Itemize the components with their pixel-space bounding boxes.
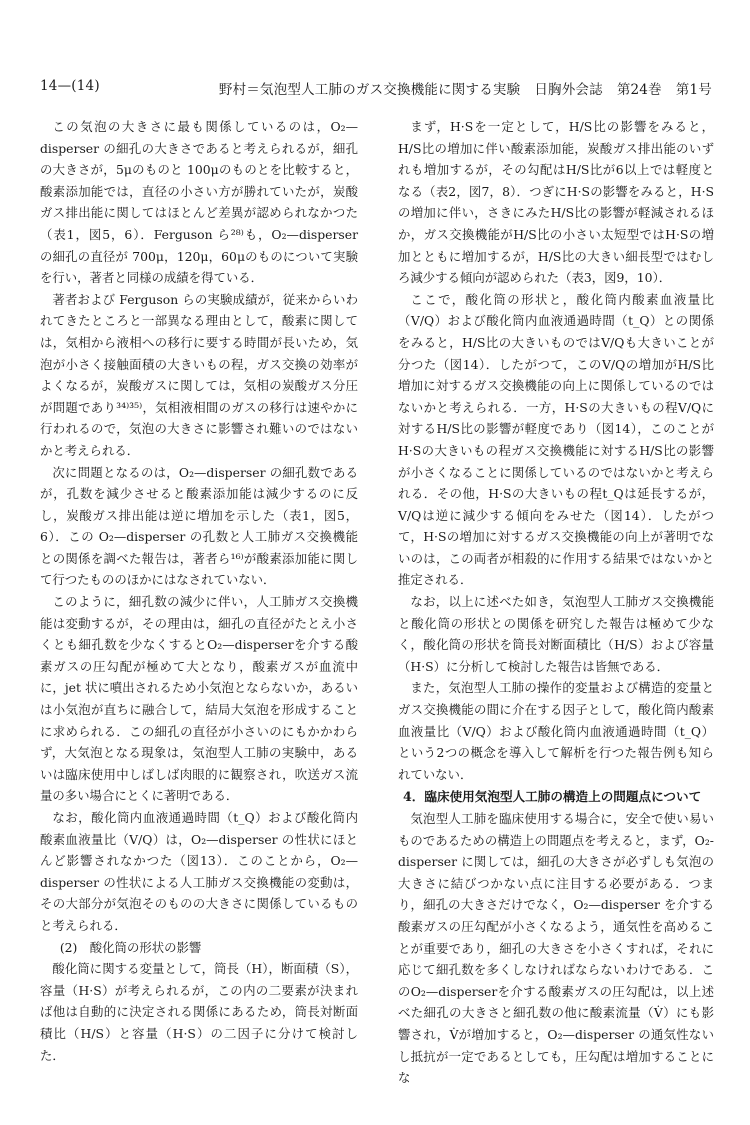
paragraph: このように，細孔数の減少に伴い，人工肺ガス交換機能は変動するが，その理由は，細孔の直径がたとえ小さくとも細孔数を少なくするとO₂—disperserを介する酸素ガスの圧勾配が極めて大となり，酸素ガスが血流中に，jet 状に噴出されるため小気泡とならないか，あるいは小気泡が直ちに融合して，結局大気泡を形成することに求められる．この細孔の直径が小さいのにもかかわらず，大気泡となる現象は，気泡型人工肺の実験中，あるいは臨床使用中しばしば肉眼的に観察され，吹送ガス流量の多い場合にとくに著明である． <box>40 594 358 804</box>
page-number: 14—(14) <box>40 78 100 94</box>
paragraph: 気泡型人工肺を臨床使用する場合に，安全で使い易いものであるための構造上の問題点を考えると，まず，O₂-disperser に関しては，細孔の大きさが必ずしも気泡の大きさに結びつかない点に注目する必要がある．つまり，細孔の大きさだけでなく，O₂—disperser を介する酸素ガスの圧勾配が小さくなるよう，通気性を高めることが重要であり，細孔の大きさを小さくすれば，それに応じて細孔数を多くしなければならないわけである．このO₂—disperserを介する酸素ガスの圧勾配は，以上述べた細孔の大きさと細孔数の他に酸素流量（V̇）にも影響され，V̇が増加すると，O₂—disperser の通気性ないし抵抗が一定であるとしても，圧勾配は増加することにな <box>398 811 714 1086</box>
running-header <box>40 78 712 98</box>
volume: 第24巻 <box>616 82 662 98</box>
right-column <box>398 116 714 1089</box>
paragraph: また，気泡型人工肺の操作的変量および構造的変量とガス交換機能の間に介在する因子として，酸化筒内酸素血液量比（V/Q）および酸化筒内血液通過時間（t_Q）という2つの概念を導入して解析を行つた報告例も知られていない． <box>398 680 714 782</box>
paragraph: まず，H·Sを一定として，H/S比の影響をみると，H/S比の増加に伴い酸素添加能，炭酸ガス排出能のいずれも増加するが，その勾配はH/S比が6以上では軽度となる（表2，図7，8）．つぎにH·Sの影響をみると，H·Sの増加に伴い，さきにみたH/S比の影響が軽減されるほか，ガス交換機能がH/S比の小さい太短型ではH·Sの増加とともに増加するが，H/S比の大きい細長型ではむしろ減少する傾向が認められた（表3，図9，10）． <box>398 119 714 286</box>
section-heading: 4．臨床使用気泡型人工肺の構造上の問題点について <box>403 789 702 805</box>
header-right <box>219 78 712 98</box>
subsection-heading: (2) 酸化筒の形状の影響 <box>59 939 202 955</box>
paragraph: なお，以上に述べた如き，気泡型人工肺ガス交換機能と酸化筒の形状との関係を研究した報告は極めて少なく，酸化筒の形状を筒長対断面積比（H/S）および容量（H·S）に分析して検討した報告は皆無である． <box>398 594 714 674</box>
journal-name: 日胸外会誌 <box>534 82 603 98</box>
paragraph: なお，酸化筒内血液通過時間（t_Q）および酸化筒内酸素血液量比（V/Q）は，O₂—disperser の性状にほとんど影響されなかつた（図13）．このことから，O₂—disperser の性状による人工肺ガス交換機能の変動は，その大部分が気泡そのものの大きさに関係しているものと考えられる． <box>40 810 358 933</box>
paragraph: 著者および Ferguson らの実験成績が，従来からいわれてきたところと一部異なる理由として，酸素に関しては，気相から液相への移行に要する時間が長いため，気泡が小さく接触面積の大きいもの程，ガス交換の効率がよくなるが，炭酸ガスに関しては，気相の炭酸ガス分圧が問題であり³⁴⁾³⁵⁾，気相液相間のガスの移行は速やかに行われるので，気泡の大きさに影響され難いのではないかと考えられる． <box>40 291 358 458</box>
paragraph: この気泡の大きさに最も関係しているのは，O₂—disperser の細孔の大きさであると考えられるが，細孔の大きさが，5μのものと 100μのものとを比較すると，酸素添加能では，直径の小さい方が勝れていたが，炭酸ガス排出能に関してはほとんど差異が認められなかつた（表1，図5，6）．Ferguson ら²⁸⁾も，O₂—disperser の細孔の直径が 700μ，120μ，60μのものについて実験を行い，著者と同様の成績を得ている． <box>40 119 358 286</box>
article-title: 野村＝気泡型人工肺のガス交換機能に関する実験 <box>218 82 521 98</box>
issue: 第1号 <box>675 82 712 98</box>
paragraph: 酸化筒に関する変量として，筒長（H），断面積（S），容量（H·S）が考えられるが，この内の二要素が決まれば他は自動的に決定される関係にあるため，筒長対断面積比（H/S）と容量（H·S）の二因子に分けて検討した． <box>40 961 358 1063</box>
paragraph: 次に問題となるのは，O₂—disperser の細孔数であるが，孔数を減少させると酸素添加能は減少するのに反し，炭酸ガス排出能は逆に増加を示した（表1，図5，6）．この O₂—disperser の孔数と人工肺ガス交換機能との関係を調べた報告は，著者ら¹⁶⁾が酸素添加能に関して行つたもののほかにはなされていない． <box>40 464 358 588</box>
paragraph: ここで，酸化筒の形状と，酸化筒内酸素血液量比（V/Q）および酸化筒内血液通過時間（t_Q）との関係をみると，H/S比の大きいものではV/Qも大きいことが分つた（図14）．したがつて，このV/Qの増加がH/S比増加に対するガス交換機能の向上に関係しているのではないかと考えられる．一方，H·Sの大きいもの程V/Qに対するH/S比の影響が軽度であり（図14），このことがH·Sの大きいもの程ガス交換機能に対するH/S比の影響が小さくなることに関係しているのではないかと考えられる．その他，H·Sの大きいもの程t_Qは延長するが，V/Qは逆に減少する傾向をみせた（図14）．したがつて，H·Sの増加に対するガス交換機能の向上が著明でないのは，この両者が相殺的に作用する結果ではないかと推定される． <box>398 291 714 588</box>
left-column <box>40 116 358 1066</box>
